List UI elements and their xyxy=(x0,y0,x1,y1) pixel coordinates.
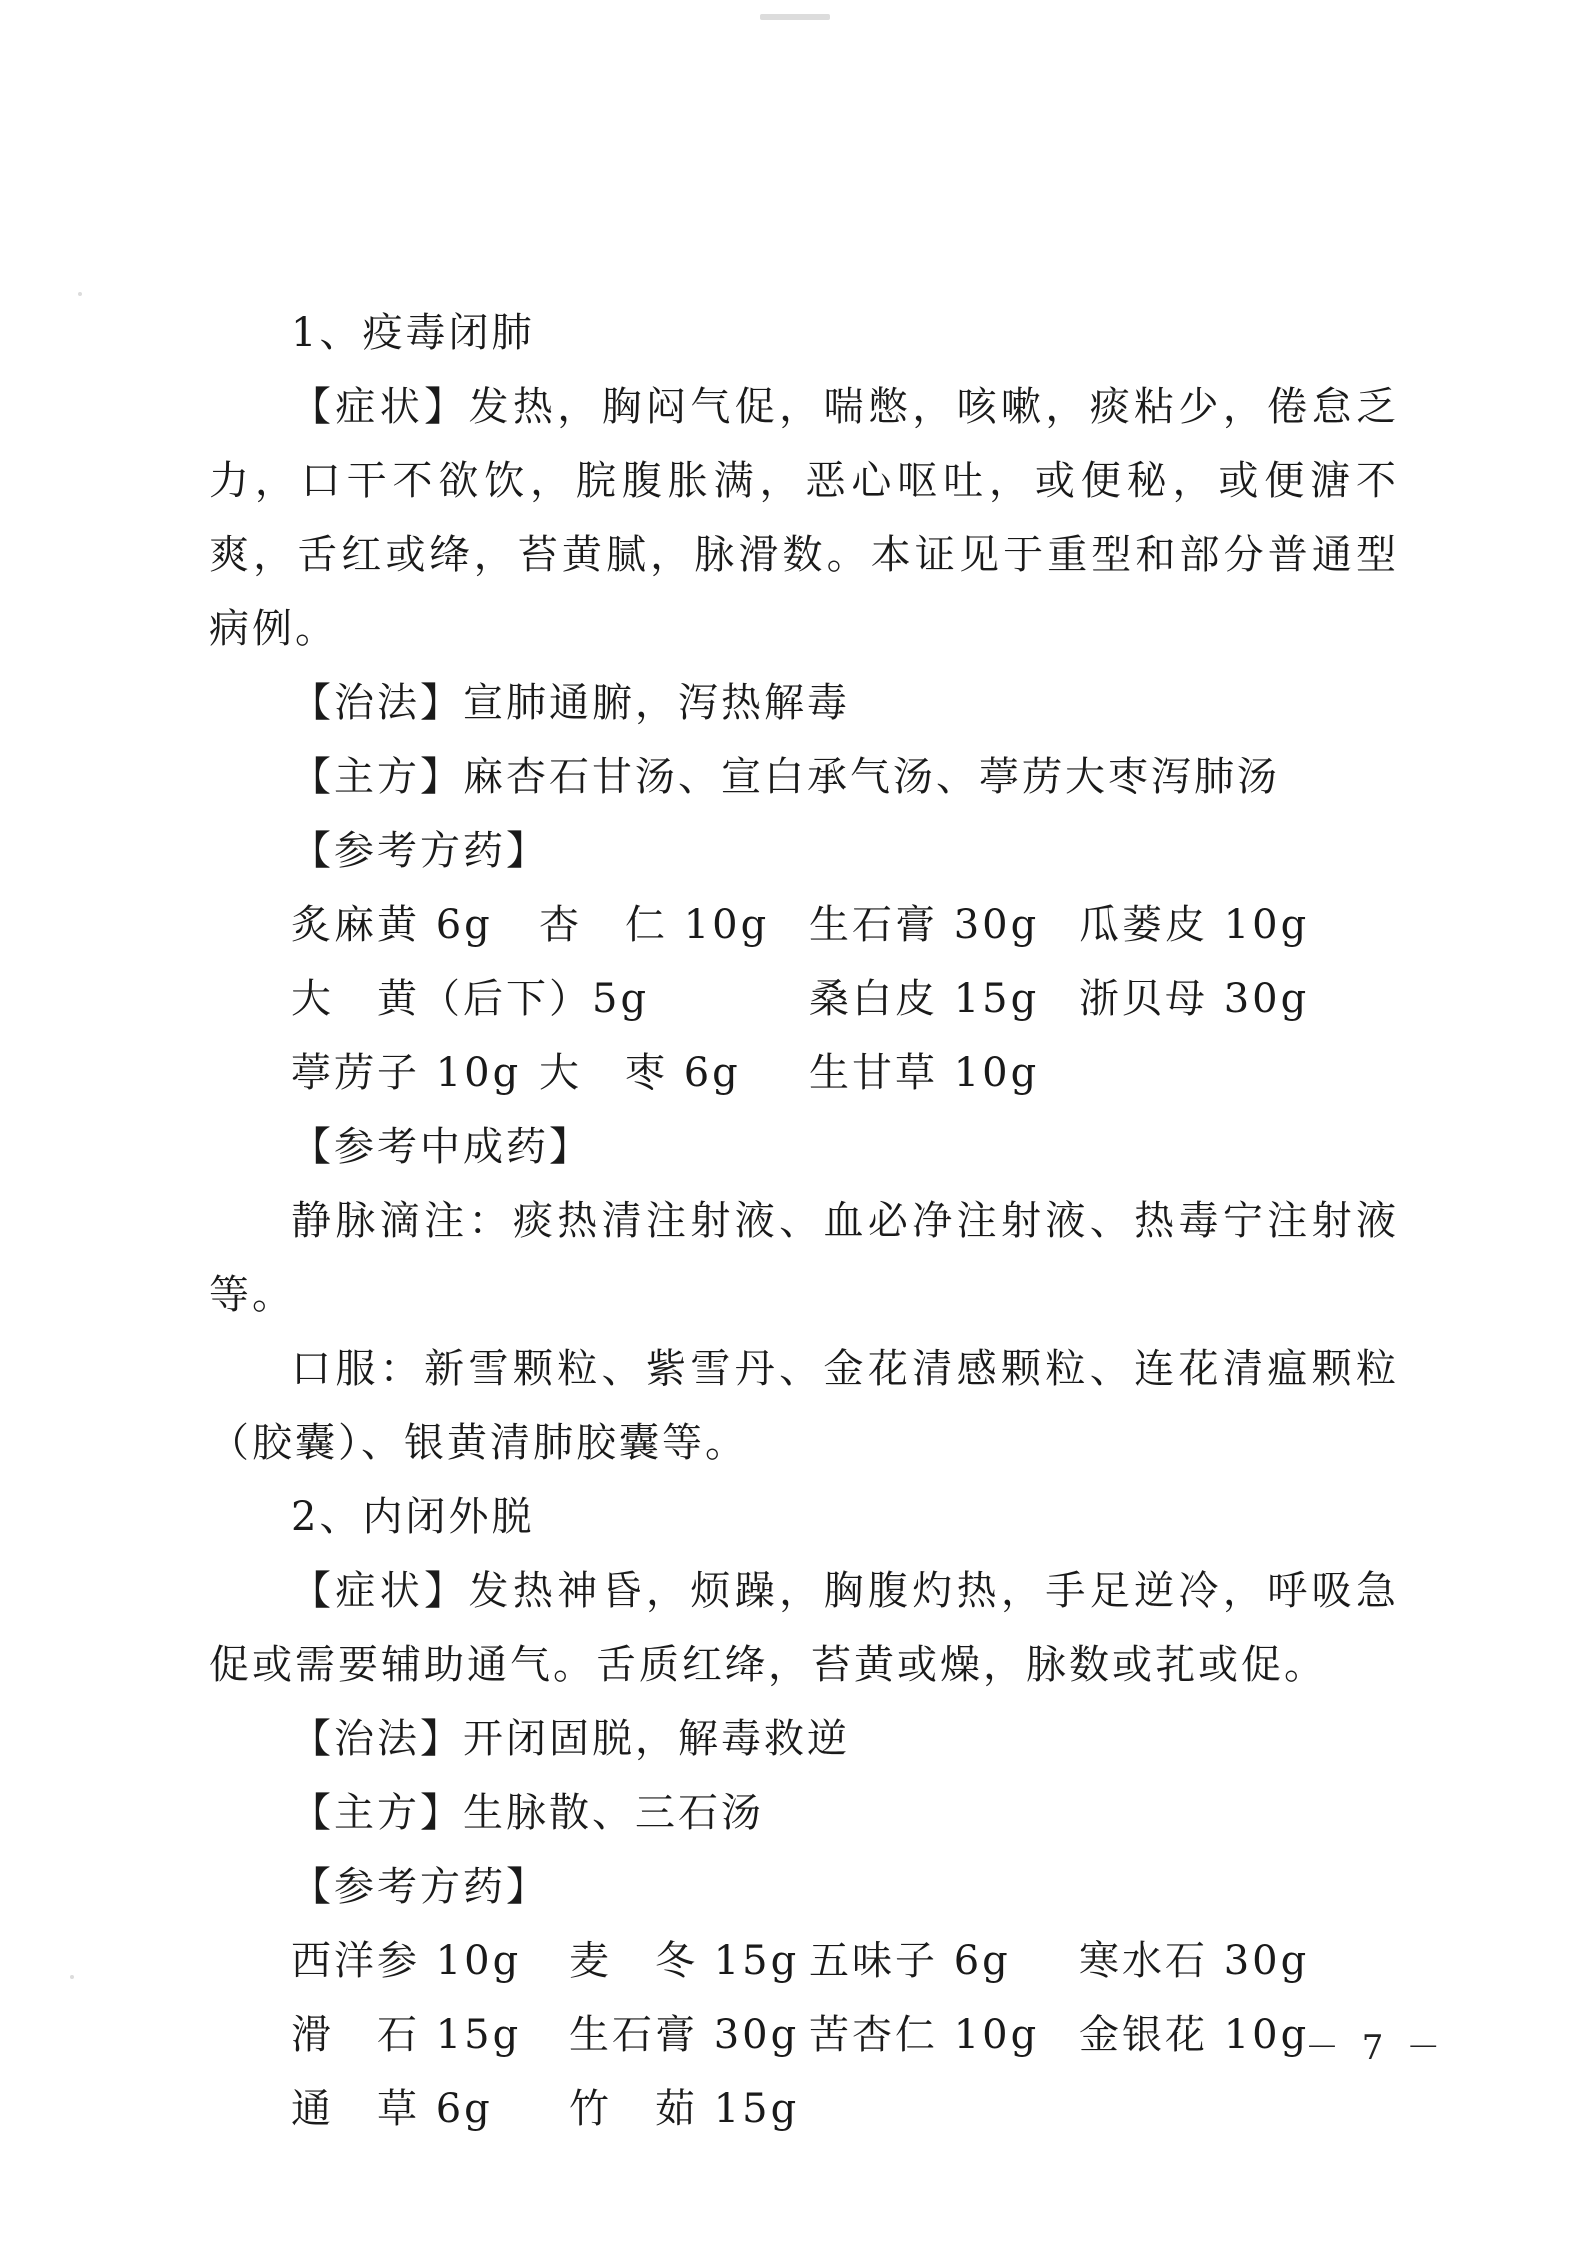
herb-item: 西洋参 10g xyxy=(291,1938,522,1984)
iv-paragraph: 静脉滴注：痰热清注射液、血必净注射液、热毒宁注射液等。 xyxy=(209,1198,1399,1318)
main-formula-line: 【主方】生脉散、三石汤 xyxy=(291,1790,764,1836)
herb-row xyxy=(209,962,1399,1036)
scan-speck xyxy=(70,1975,74,1979)
herb-item: 生石膏 30g xyxy=(569,2012,800,2058)
herb-row xyxy=(209,888,1399,962)
herb-item: 金银花 10g xyxy=(1079,2012,1310,2058)
symptoms-paragraph: 【症状】发热神昏，烦躁，胸腹灼热，手足逆冷，呼吸急促或需要辅助通气。舌质红绛，苔黄或燥，脉数或芤或促。 xyxy=(209,1568,1399,1688)
herb-row xyxy=(209,1924,1399,1998)
scan-speck xyxy=(760,14,830,20)
herb-item: 生甘草 10g xyxy=(809,1050,1040,1096)
herb-row xyxy=(209,1998,1399,2072)
herb-item: 滑 石 15g xyxy=(291,2012,522,2058)
treatment-line: 【治法】宣肺通腑，泻热解毒 xyxy=(291,680,850,726)
main-formula-line: 【主方】麻杏石甘汤、宣白承气汤、葶苈大枣泻肺汤 xyxy=(291,754,1280,800)
herb-item: 通 草 6g xyxy=(291,2086,493,2132)
herb-item: 炙麻黄 6g xyxy=(291,902,493,948)
herb-item: 五味子 6g xyxy=(809,1938,1011,1984)
herb-item: 浙贝母 30g xyxy=(1079,976,1310,1022)
herb-item: 桑白皮 15g xyxy=(809,976,1040,1022)
herb-item: 大 黄（后下）5g xyxy=(291,976,650,1022)
herb-item: 苦杏仁 10g xyxy=(809,2012,1040,2058)
herb-item: 麦 冬 15g xyxy=(569,1938,800,1984)
herb-item: 杏 仁 10g xyxy=(539,902,770,948)
herb-item: 瓜蒌皮 10g xyxy=(1079,902,1310,948)
herb-row xyxy=(209,2072,1399,2146)
section-heading: 2、内闭外脱 xyxy=(291,1494,535,1540)
oral-paragraph: 口服：新雪颗粒、紫雪丹、金花清感颗粒、连花清瘟颗粒（胶囊）、银黄清肺胶囊等。 xyxy=(209,1346,1399,1466)
document-body xyxy=(209,296,1399,2146)
scan-speck xyxy=(78,292,82,296)
herb-item: 寒水石 30g xyxy=(1079,1938,1310,1984)
section-heading: 1、疫毒闭肺 xyxy=(291,310,535,356)
herb-item: 葶苈子 10g xyxy=(291,1050,522,1096)
ref-patent-title: 【参考中成药】 xyxy=(291,1124,592,1170)
herb-item: 大 枣 6g xyxy=(539,1050,741,1096)
treatment-line: 【治法】开闭固脱，解毒救逆 xyxy=(291,1716,850,1762)
herb-item: 生石膏 30g xyxy=(809,902,1040,948)
herb-item: 竹 茹 15g xyxy=(569,2086,800,2132)
ref-herbs-title: 【参考方药】 xyxy=(291,1864,549,1910)
ref-herbs-title: 【参考方药】 xyxy=(291,828,549,874)
symptoms-paragraph: 【症状】发热，胸闷气促，喘憋，咳嗽，痰粘少，倦怠乏力，口干不欲饮，脘腹胀满，恶心呕吐，或便秘，或便溏不爽，舌红或绛，苔黄腻，脉滑数。本证见于重型和部分普通型病例。 xyxy=(209,384,1399,652)
page-number: － 7 － xyxy=(1305,2028,1447,2068)
herb-row xyxy=(209,1036,1399,1110)
